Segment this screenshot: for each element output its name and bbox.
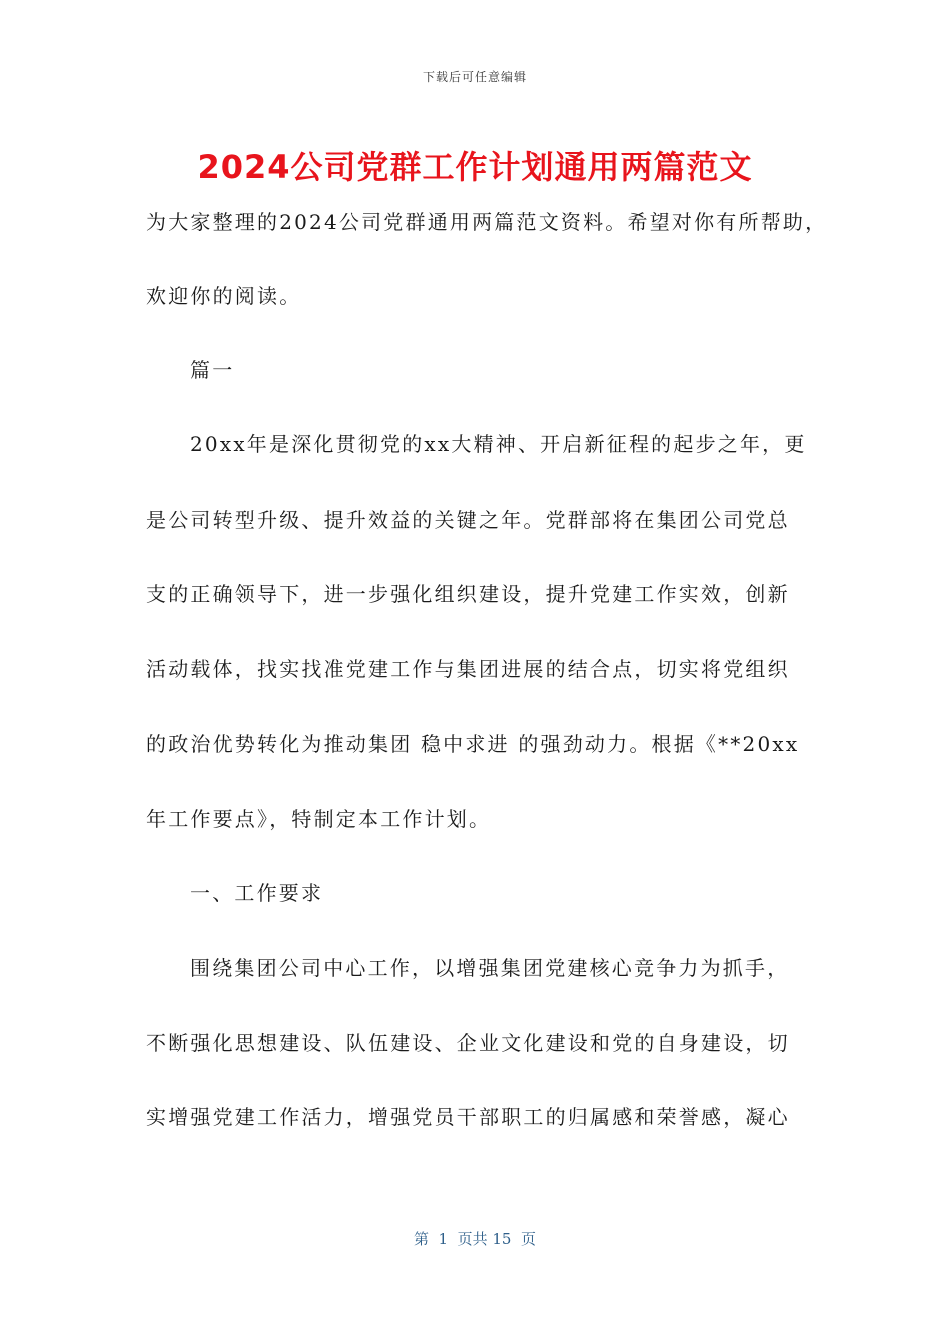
paragraph-line: 活动载体，找实找准党建工作与集团进展的结合点，切实将党组织 [146, 657, 790, 681]
paragraph-line: 年工作要点》，特制定本工作计划。 [146, 807, 492, 831]
section-heading: 一、工作要求 [190, 881, 324, 905]
page-number-footer: 第 1 页共 15 页 [413, 1230, 536, 1248]
paragraph-line: 欢迎你的阅读。 [146, 284, 302, 308]
paragraph-line: 围绕集团公司中心工作，以增强集团党建核心竞争力为抓手， [190, 956, 790, 980]
document-title: 2024公司党群工作计划通用两篇范文 [197, 148, 753, 186]
paragraph-line: 的政治优势转化为推动集团 稳中求进 的强劲动力。根据《**20xx [146, 732, 800, 756]
paragraph-line: 支的正确领导下，进一步强化组织建设，提升党建工作实效，创新 [146, 582, 790, 606]
paragraph-line: 不断强化思想建设、队伍建设、企业文化建设和党的自身建设，切 [146, 1031, 790, 1055]
paragraph-line: 20xx年是深化贯彻党的xx大精神、开启新征程的起步之年，更 [190, 432, 807, 456]
section-heading: 篇一 [190, 358, 235, 382]
paragraph-line: 是公司转型升级、提升效益的关键之年。党群部将在集团公司党总 [146, 508, 790, 532]
paragraph-line: 实增强党建工作活力，增强党员干部职工的归属感和荣誉感，凝心 [146, 1105, 790, 1129]
paragraph-line: 为大家整理的2024公司党群通用两篇范文资料。希望对你有所帮助， [146, 210, 828, 234]
header-note: 下载后可任意编辑 [422, 70, 527, 84]
